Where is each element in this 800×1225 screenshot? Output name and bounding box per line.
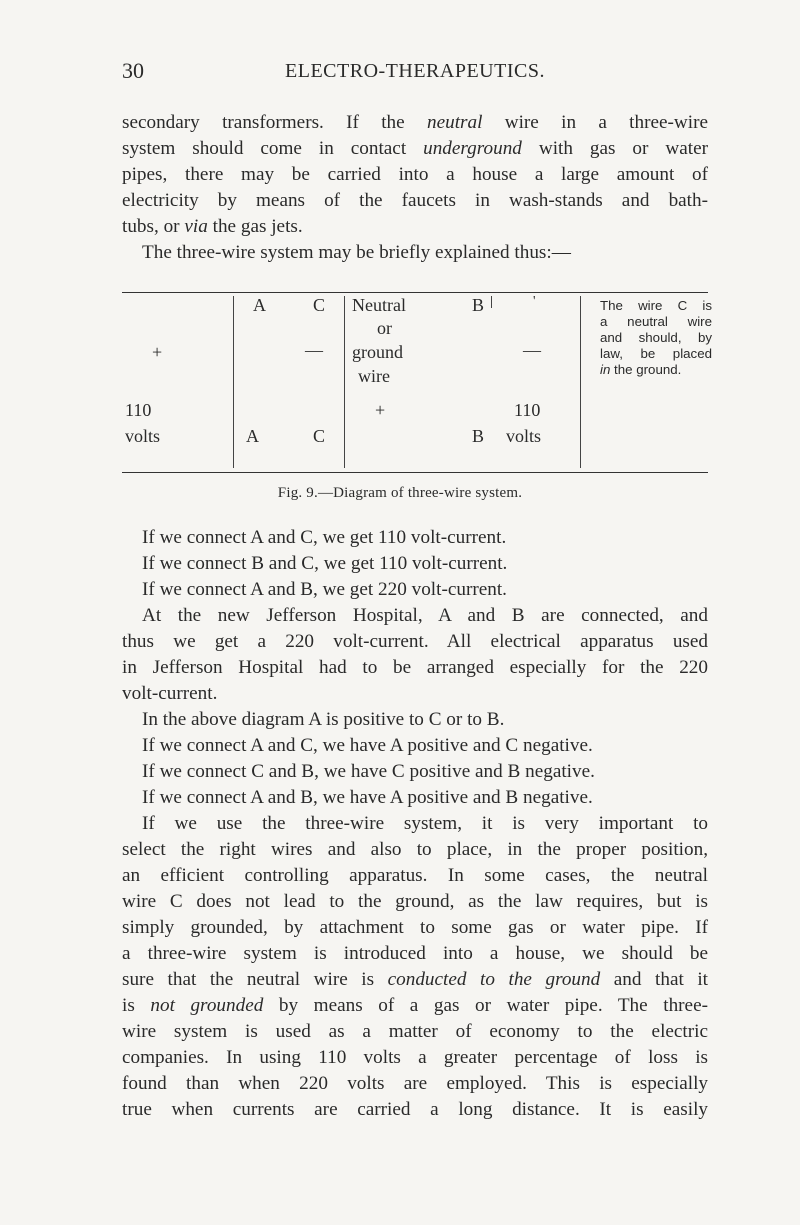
diagram-side-note: [600, 298, 712, 378]
text-line: If we connect A and B, we get 220 volt-current.: [142, 579, 507, 600]
left-voltage-unit: volts: [125, 426, 161, 446]
text-line: If we connect B and C, we get 110 volt-current.: [142, 553, 508, 574]
text-line: If we use the three-wire system, it is very important to: [142, 813, 708, 834]
label-a-bottom: A: [246, 426, 259, 446]
text-line: found than when 220 volts are employed. This is especially: [122, 1073, 708, 1094]
right-voltage-value: 110: [514, 400, 541, 420]
right-dash: —: [523, 340, 541, 360]
text-line: If we connect A and B, we have A positive and B negative.: [142, 787, 593, 808]
neutral-plus-sign: +: [375, 400, 386, 420]
note-divider: [580, 296, 581, 468]
note-line: a neutral wire: [600, 314, 712, 329]
text-line: wire C does not lead to the ground, as the law requires, but is: [122, 891, 708, 912]
text-line: tubs, or via the gas jets.: [122, 216, 303, 237]
note-line: in the ground.: [600, 362, 682, 377]
ac-dash: —: [305, 340, 323, 360]
label-c-top: C: [313, 295, 326, 315]
label-b-top: B: [472, 295, 485, 315]
text-line: simply grounded, by attachment to some gas or water pipe. If: [122, 917, 708, 938]
text-line: in Jefferson Hospital had to be arranged especially for the 220: [122, 657, 708, 678]
note-line: law, be placed: [600, 346, 712, 361]
left-voltage-value: 110: [125, 400, 152, 420]
text-line: If we connect A and C, we have A positive and C negative.: [142, 735, 593, 756]
text-line: electricity by means of the faucets in wash-stands and bath-: [122, 190, 708, 211]
left-plus-sign: +: [152, 342, 163, 362]
text-line: true when currents are carried a long distance. It is easily: [122, 1099, 708, 1120]
three-wire-diagram: [122, 292, 712, 500]
wire-label: wire: [358, 366, 390, 386]
figure-caption: Fig. 9.—Diagram of three-wire system.: [277, 485, 523, 501]
text-line: In the above diagram A is positive to C or to B.: [142, 709, 505, 730]
text-line: If we connect C and B, we have C positive and B negative.: [142, 761, 595, 782]
right-tick-mark: ': [533, 294, 536, 309]
text-line: thus we get a 220 volt-current. All electrical apparatus used: [122, 631, 708, 652]
or-label: or: [377, 318, 392, 338]
page-number: 30: [122, 58, 144, 83]
text-line: The three-wire system may be briefly explained thus:—: [142, 242, 571, 263]
page-header: [122, 58, 708, 88]
intro-paragraph: [122, 110, 708, 266]
text-line: is not grounded by means of a gas or water pipe. The three-: [122, 995, 708, 1016]
wire-c-line: [344, 296, 345, 468]
label-c-bottom: C: [313, 426, 326, 446]
text-line: sure that the neutral wire is conducted to the ground and that it: [122, 969, 708, 990]
text-line: system should come in contact underground with gas or water: [122, 138, 708, 159]
diagram-bottom-rule: [122, 472, 708, 473]
text-line: pipes, there may be carried into a house a large amount of: [122, 164, 708, 185]
ground-label: ground: [352, 342, 403, 362]
text-line: At the new Jefferson Hospital, A and B are connected, and: [142, 605, 708, 626]
emphasis: in: [600, 362, 611, 377]
wire-a-line: [233, 296, 234, 468]
right-voltage-unit: volts: [506, 426, 542, 446]
text-line: companies. In using 110 volts a greater percentage of loss is: [122, 1047, 708, 1068]
label-a-top: A: [253, 295, 266, 315]
text-line: If we connect A and C, we get 110 volt-current.: [142, 527, 507, 548]
text-line: a three-wire system is introduced into a house, we should be: [122, 943, 708, 964]
emphasis: conducted to the ground: [387, 969, 601, 990]
note-line: and should, by: [600, 330, 712, 345]
diagram-top-rule: [122, 292, 708, 293]
text-line: an efficient controlling apparatus. In some cases, the neutral: [122, 865, 708, 886]
label-b-bottom: B: [472, 426, 485, 446]
text-line: wire system is used as a matter of economy to the electric: [122, 1021, 708, 1042]
emphasis: via: [184, 216, 208, 237]
emphasis: underground: [423, 138, 522, 159]
text-line: volt-current.: [122, 683, 218, 704]
emphasis: neutral: [426, 112, 483, 133]
neutral-label: Neutral: [352, 295, 406, 315]
text-line: select the right wires and also to place, in the proper position,: [122, 839, 708, 860]
note-line: The wire C is: [600, 298, 712, 313]
running-title: ELECTRO-THERAPEUTICS.: [285, 60, 545, 82]
wire-b-tick: [491, 296, 492, 308]
body-paragraphs: [122, 525, 708, 1123]
emphasis: not grounded: [150, 995, 264, 1016]
text-line: secondary transformers. If the neutral wire in a three-wire: [122, 112, 708, 133]
